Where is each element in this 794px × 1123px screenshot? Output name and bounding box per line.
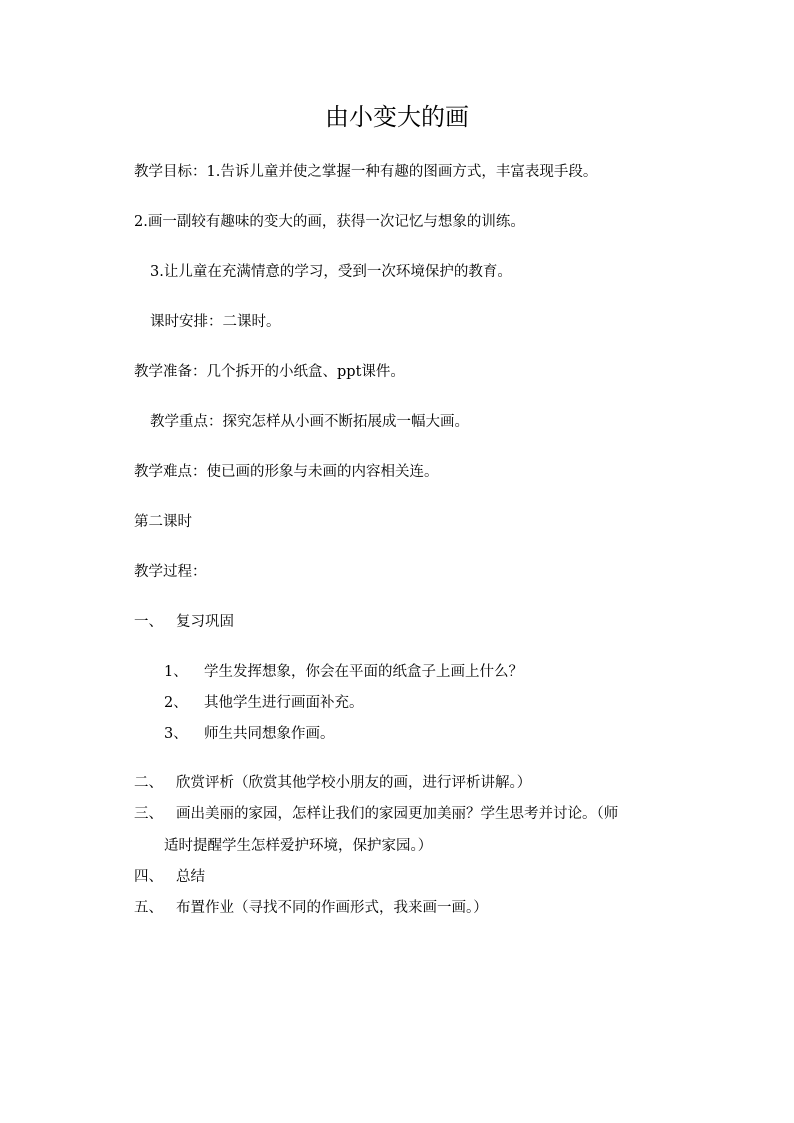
section-3-number: 三、 <box>134 806 163 822</box>
preparation-line: 教学准备：几个拆开的小纸盒、ppt课件。 <box>134 364 405 380</box>
page-title: 由小变大的画 <box>325 103 469 131</box>
section-4-number: 四、 <box>134 869 163 885</box>
section-3-continuation: 适时提醒学生怎样爱护环境，保护家园。） <box>164 838 433 854</box>
section-2-number: 二、 <box>134 775 163 791</box>
subitem-2-text: 其他学生进行画面补充。 <box>204 695 364 711</box>
subitem-3-text: 师生共同想象作画。 <box>204 726 335 742</box>
process-heading: 教学过程： <box>134 564 207 580</box>
subitem-1-text: 学生发挥想象，你会在平面的纸盒子上画上什么？ <box>204 664 523 680</box>
section-2-text: 欣赏评析（欣赏其他学校小朋友的画，进行评析讲解。） <box>176 775 532 791</box>
subitem-2-number: 2、 <box>164 695 188 711</box>
subitem-3-number: 3、 <box>164 726 188 742</box>
section-5-text: 布置作业（寻找不同的作画形式，我来画一画。） <box>176 900 488 916</box>
lesson-heading: 第二课时 <box>134 514 192 530</box>
objective-line-1: 教学目标：1.告诉儿童并使之掌握一种有趣的图画方式，丰富表现手段。 <box>134 164 598 180</box>
objective-line-2: 2.画一副较有趣味的变大的画，获得一次记忆与想象的训练。 <box>134 214 525 230</box>
schedule-line: 课时安排：二课时。 <box>150 314 281 330</box>
section-3-text: 画出美丽的家园，怎样让我们的家园更加美丽？学生思考并讨论。（师 <box>176 806 619 822</box>
section-1-text: 复习巩固 <box>176 614 234 630</box>
difficulty-line: 教学难点：使已画的形象与未画的内容相关连。 <box>134 464 439 480</box>
section-1-number: 一、 <box>134 614 163 630</box>
section-5-number: 五、 <box>134 900 163 916</box>
objective-line-3: 3.让儿童在充满情意的学习，受到一次环境保护的教育。 <box>150 264 512 280</box>
section-4-text: 总结 <box>176 869 205 885</box>
key-point-line: 教学重点：探究怎样从小画不断拓展成一幅大画。 <box>150 414 469 430</box>
subitem-1-number: 1、 <box>164 664 188 680</box>
